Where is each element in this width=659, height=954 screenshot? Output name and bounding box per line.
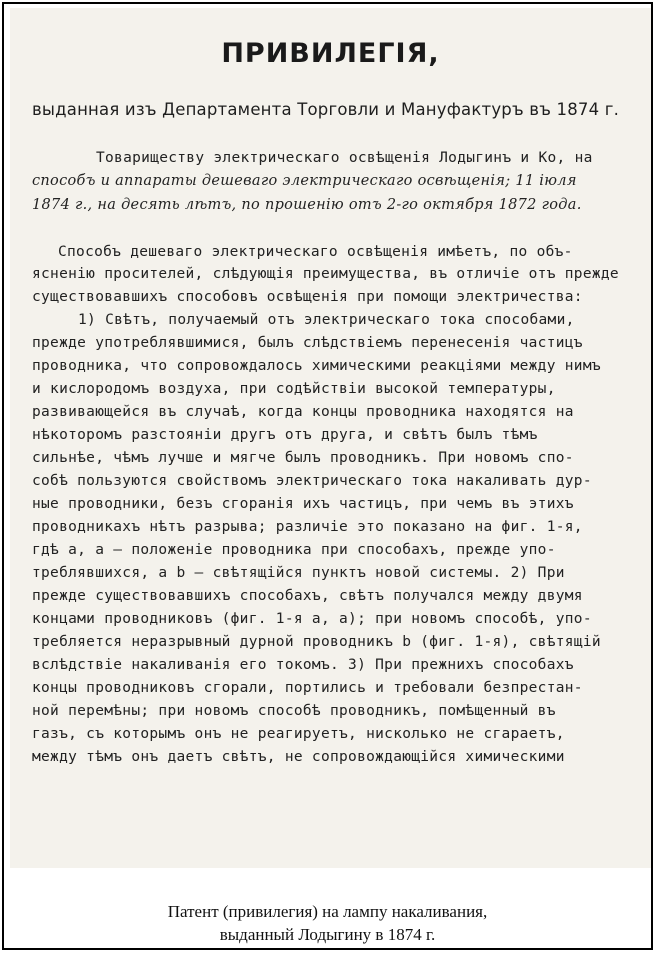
body-line: гдѣ a, a — положеніе проводника при способахъ, прежде упо-	[32, 542, 556, 558]
body-line: прежде существовавшихъ способахъ, свѣтъ получался между двумя	[32, 588, 583, 604]
body-line: ясненію просителей, слѣдующія преимущества, въ отличіе отъ прежде	[32, 266, 619, 282]
body-line: 1) Свѣтъ, получаемый отъ электрическаго тока способами,	[78, 312, 575, 328]
body-line: вслѣдствіе накаливанія его токомъ. 3) При прежнихъ способахъ	[32, 657, 574, 673]
body-line: требляется неразрывный дурной проводникъ b (фиг. 1-я), свѣтящій	[32, 634, 601, 650]
address-line: 1874 г., на десять лѣтъ, по прошенію отъ 2-го октября 1872 года.	[32, 197, 582, 213]
body-line: Способъ дешеваго электрическаго освѣщенія имѣетъ, по объ-	[58, 244, 573, 260]
body-line: газъ, съ которымъ онъ не реагируетъ, нисколько не сгараетъ,	[32, 726, 565, 742]
address-line: Товариществу электрическаго освѣщенія Лодыгинъ и Ко, на	[96, 150, 593, 166]
body-line: развивающейся въ случаѣ, когда концы проводника находятся на	[32, 404, 574, 420]
body-line: треблявшихся, а b — свѣтящійся пунктъ новой системы. 2) При	[32, 565, 565, 581]
body-line: проводника, что сопровождалось химическими реакціями между нимъ	[32, 358, 601, 374]
body-line: между тѣмъ онъ даетъ свѣтъ, не сопровождающійся химическими	[32, 749, 565, 765]
body-line: концами проводниковъ (фиг. 1-я a, a); при новомъ способѣ, упо-	[32, 611, 592, 627]
body-line: существовавшихъ способовъ освѣщенія при помощи электричества:	[32, 289, 583, 305]
body-line: ной перемѣны; при новомъ способѣ проводникъ, помѣщенный въ	[32, 703, 556, 719]
body-line: концы проводниковъ сгорали, портились и требовали безпрестан-	[32, 680, 583, 696]
body-line: ные проводники, безъ сгоранія ихъ частицъ, при чемъ въ этихъ	[32, 496, 574, 512]
scanned-document	[10, 8, 651, 868]
body-line: нѣкоторомъ разстояніи другъ отъ друга, и свѣтъ былъ тѣмъ	[32, 427, 538, 443]
document-title: ПРИВИЛЕГІЯ,	[221, 38, 440, 69]
body-line: собѣ пользуются свойствомъ электрическаго тока накаливать дур-	[32, 473, 592, 489]
body-line: и кислородомъ воздуха, при содѣйствіи высокой температуры,	[32, 381, 556, 397]
body-line: сильнѣе, чѣмъ лучше и мягче былъ проводникъ. При новомъ спо-	[32, 450, 574, 466]
caption-line: выданный Лодыгину в 1874 г.	[219, 925, 436, 944]
page-frame	[2, 2, 653, 950]
body-line: проводникахъ нѣтъ разрыва; различіе это показано на фиг. 1-я,	[32, 519, 583, 535]
body-line: прежде употреблявшимися, былъ слѣдствіемъ перенесенія частицъ	[32, 335, 583, 351]
address-line: способъ и аппараты дешеваго электрическаго освѣщенія; 11 іюля	[32, 173, 577, 189]
caption-line: Патент (привилегия) на лампу накаливания,	[167, 902, 488, 921]
document-subtitle: выданная изъ Департамента Торговли и Мануфактуръ въ 1874 г.	[32, 100, 620, 119]
